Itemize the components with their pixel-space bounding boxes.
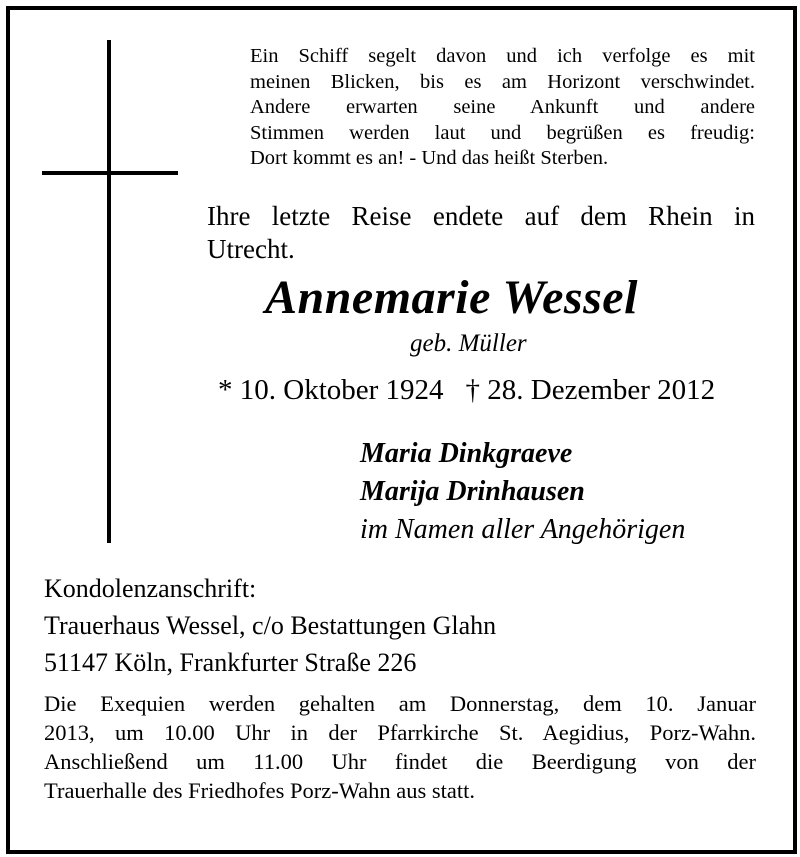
poem-line: Stimmen werden laut und begrüßen es freudig: bbox=[250, 121, 755, 144]
condolence-address bbox=[44, 570, 496, 681]
address-line: 51147 Köln, Frankfurter Straße 226 bbox=[44, 648, 417, 677]
life-dates bbox=[218, 374, 715, 407]
poem-line: Dort kommt es an! - Und das heißt Sterben. bbox=[250, 147, 609, 169]
journey-line: Utrecht. bbox=[207, 234, 295, 264]
mourner-name: Marija Drinhausen bbox=[360, 476, 585, 507]
funeral-details bbox=[44, 689, 756, 805]
journey-statement bbox=[207, 200, 755, 266]
mourners-note: im Namen aller Angehörigen bbox=[360, 514, 686, 545]
funeral-line: 2013, um 10.00 Uhr in der Pfarrkirche St. Aegidius, Porz-Wahn. bbox=[44, 720, 756, 745]
poem-line: Andere erwarten seine Ankunft und andere bbox=[250, 96, 755, 118]
cross-horizontal-bar bbox=[42, 171, 178, 175]
address-line: Trauerhaus Wessel, c/o Bestattungen Glahn bbox=[44, 611, 497, 640]
poem-line: Ein Schiff segelt davon und ich verfolge es mit bbox=[250, 45, 755, 67]
funeral-line: Trauerhalle des Friedhofes Porz-Wahn aus statt. bbox=[44, 778, 476, 803]
poem bbox=[250, 44, 755, 172]
mourner-name: Maria Dinkgraeve bbox=[360, 438, 573, 469]
cross-vertical-bar bbox=[107, 40, 111, 543]
funeral-line: Die Exequien werden gehalten am Donnerstag, dem 10. Januar bbox=[44, 691, 756, 716]
address-line: Kondolenzanschrift: bbox=[44, 574, 257, 603]
funeral-line: Anschließend um 11.00 Uhr findet die Beerdigung von der bbox=[44, 749, 756, 774]
maiden-name: geb. Müller bbox=[410, 330, 527, 357]
mourners bbox=[360, 435, 685, 549]
birth-date: * 10. Oktober 1924 bbox=[218, 374, 444, 406]
death-date: † 28. Dezember 2012 bbox=[465, 374, 716, 406]
poem-line: meinen Blicken, bis es am Horizont verschwindet. bbox=[250, 70, 755, 93]
deceased-name: Annemarie Wessel bbox=[265, 271, 638, 324]
journey-line: Ihre letzte Reise endete auf dem Rhein in bbox=[207, 201, 755, 231]
